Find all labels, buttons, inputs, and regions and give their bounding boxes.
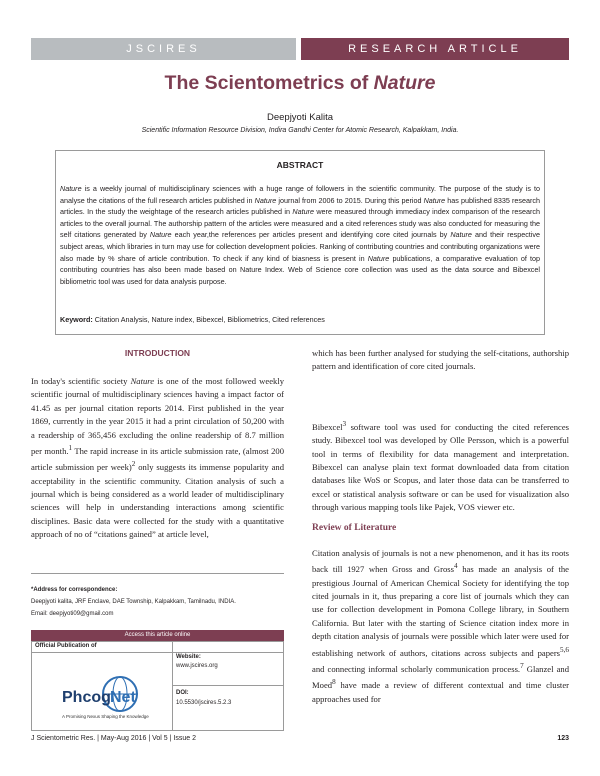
official-publication-label: Official Publication of: [35, 643, 97, 649]
article-type: RESEARCH ARTICLE: [301, 38, 569, 60]
page-number: 123: [557, 735, 569, 742]
author-name: Deepjyoti Kalita: [266, 112, 333, 123]
website-label: Website:: [176, 654, 201, 660]
correspondence-email[interactable]: Email: deepjyoti09@gmail.com: [31, 611, 114, 617]
doi-label: DOI:: [176, 690, 189, 696]
page-footer: [31, 735, 569, 742]
logo-text-net: Net: [110, 689, 136, 706]
access-online-heading: Access this article online: [31, 630, 284, 641]
bibexcel-paragraph: Bibexcel$^3$ software tool was used for conducting the cited references study. Bibexcel tool was developed by Olle Persson, which is a powerful tool in terms of flexibility for data management and interpretation. Bibexcel can analyse plain text format downloaded data from citation databases like WoS or Scopus, and later those data can be transferred to excel or statistical analysis software or can be used for visualization also through various mapping tools like Pajek, VOS viewer etc.: [312, 420, 569, 513]
introduction-continued: which has been further analysed for studying the self-citations, authorship pattern and identification of core cited journals.: [312, 348, 569, 372]
website-link[interactable]: www.jscires.org: [176, 663, 218, 669]
journal-name: JSCIRES: [31, 38, 296, 60]
review-text: Citation analysis of journals is not a new phenomenon, and it has its roots back till 1927 when Gross and Gross$^4$ has made an analysis of the prestigious Journal of American Chemical Society for identifying the top cited journals in it, thus preparing a core list of journals which they can use for collection development in Pomona College library, in Southern California. But later with the starting of Science citation index more in depth citation analysis of journals were possible which later were used for establishing network of authors, citations across subjects and papers$^{5,6}$ and connecting informal scholarly communication process.$^7$ Glanzel and Moed$^8$ have made a review of different contextual and time cluster approaches used for: [312, 548, 569, 704]
introduction-text: In today's scientific society Nature is one of the most followed weekly scientific journal of multidisciplinary sciences having a impact factor of 41.45 as per journal citation reports 2014. First published in the year 1869, currently in the year 2015 it had a print circulation of 50,200 with a readership of 365,456 excluding the online readership of 8.7 million per month.$^1$ The rapid increase in its article submission rate, (almost 200 article submission per week)$^2$ only suggests its immense popularity and acceptability in the scientific community. Citation analysis of such a journal which is being considered as a world leader of multidisciplinary sciences will help in understanding interactions among scientific disciplines. Basic data were collected for the study with a quantitative approach of no of “citations gained” at article level,: [31, 376, 284, 540]
phcognet-logo: [58, 668, 150, 728]
introduction-heading: INTRODUCTION: [124, 348, 191, 358]
abstract-text: Nature is a weekly journal of multidisciplinary sciences with a huge range of followers in the scientific community. The purpose of the study is to analyse the citations of the full research articles published in Nature journal from 2006 to 2015. During this period Nature has published 8335 research articles. In the study the weightage of the research articles published in Nature were measured through immediacy index comparison of the research articles to the overall journal. The authorship pattern of the articles were measured and a cited references study was also conducted for measuring the self citations generated by Nature each year,the references per articles present and identifying core cited journals by Nature and their respective subject areas, which libraries in turn may use for collection development policies. Ranking of contributing countries and contributing organizations were also made by % share of article contribution. To check if any kind of biasness is present in Nature publications, a comparative evaluation of top contributing countries has also been made based on Nature Index. Web of Science core collection was used as the data source and Bibexcel bibliometric tool was used for data analysis purpose.: [60, 184, 541, 286]
logo-text-phcog: Phcog: [62, 689, 111, 706]
article-title: The Scientometrics of Nature: [164, 72, 436, 94]
journal-header-band: [31, 38, 569, 60]
correspondence-label: *Address for correspondence:: [31, 587, 118, 593]
correspondence-address: Deepjyoti kalita, JRF Enclave, DAE Township, Kalpakkam, Tamilnadu, INDIA.: [31, 599, 236, 605]
abstract-heading: ABSTRACT: [276, 160, 324, 170]
correspondence-block: [31, 584, 284, 620]
doi-link[interactable]: 10.5530/jscires.5.2.3: [176, 700, 232, 706]
logo-tagline: A Promising Nexus Shaping the Knowledge: [62, 714, 149, 719]
keywords: Keyword: Citation Analysis, Nature index, Bibexcel, Bibliometrics, Cited references: [60, 315, 325, 324]
author-affiliation: Scientific Information Resource Division, Indira Gandhi Center for Atomic Research, Kalpakkam, India.: [141, 127, 459, 134]
footer-citation: J Scientometric Res. | May-Aug 2016 | Vol 5 | Issue 2: [31, 735, 196, 742]
correspondence-divider: [31, 573, 284, 574]
review-heading: Review of Literature: [312, 523, 397, 533]
